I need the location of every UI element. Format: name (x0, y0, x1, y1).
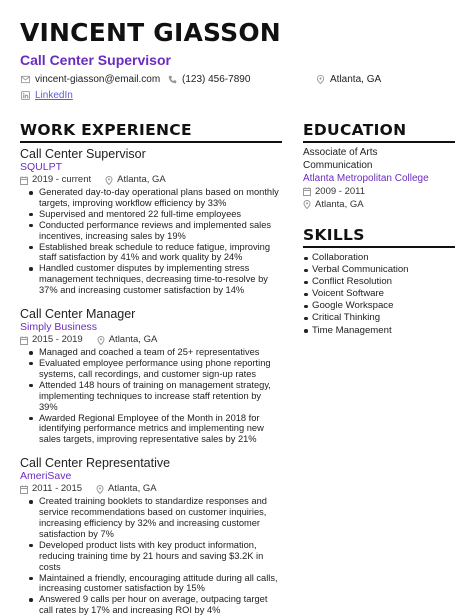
bullet-item: Evaluated employee performance using phone reporting systems, call recordings, and customer sign-up rates (20, 358, 282, 380)
section-heading-skills: SKILLS (303, 226, 365, 244)
job-location (97, 334, 158, 346)
linkedin-icon (21, 91, 30, 100)
bullet-item: Supervised and mentored 22 full-time employees (20, 209, 282, 220)
contact-linkedin[interactable] (21, 89, 73, 102)
education-section (303, 121, 455, 211)
skill-item: Verbal Communication (303, 264, 455, 276)
school-name: Atlanta Metropolitan College (303, 173, 429, 184)
phone-text: (123) 456-7890 (182, 74, 251, 85)
section-heading-work: WORK EXPERIENCE (20, 121, 192, 139)
bullet-item: Answered 9 calls per hour on average, outpacing target call rates by 17% and increasing ROI by 4% (20, 594, 282, 616)
job-bullets (20, 496, 282, 616)
company-name: AmeriSave (20, 470, 72, 483)
contact-location (316, 73, 381, 86)
job-dates: 2019 - current (32, 174, 92, 185)
candidate-name: VINCENT GIASSON (20, 18, 281, 47)
skill-item: Collaboration (303, 252, 455, 264)
candidate-role: Call Center Supervisor (20, 52, 171, 68)
job-entry (20, 456, 282, 616)
job-entry (20, 307, 282, 445)
job-meta (20, 334, 282, 346)
job-meta (20, 483, 282, 495)
job-location (96, 483, 157, 495)
section-heading-education: EDUCATION (303, 121, 407, 139)
bullet-item: Conducted performance reviews and implemented sales incentives, increasing sales by 19% (20, 220, 282, 242)
email-text: vincent-giasson@email.com (35, 74, 161, 85)
contact-phone[interactable] (168, 73, 250, 86)
bullet-item: Generated day-to-day operational plans based on monthly targets, improving workflow efficiency by 33% (20, 187, 282, 209)
degree-name: Associate of Arts Communication (303, 147, 378, 171)
skill-item: Critical Thinking (303, 312, 455, 324)
bullet-item: Managed and coached a team of 25+ representatives (20, 347, 282, 358)
company-name: SQULPT (20, 161, 63, 173)
bullet-item: Established break schedule to reduce fatigue, improving staff satisfaction by 41% and work quality by 24% (20, 242, 282, 264)
calendar-icon (303, 187, 311, 196)
job-bullets (20, 187, 282, 296)
phone-icon (168, 75, 177, 84)
education-dates: 2009 - 2011 (315, 186, 366, 197)
job-title: Call Center Manager (20, 307, 136, 322)
bullet-item: Handled customer disputes by implementing stress management techniques, decreasing time-to-resolve by 37% and increasing customer satisfaction by 14% (20, 263, 282, 296)
job-location-text: Atlanta, GA (117, 174, 166, 185)
location-pin-icon (316, 75, 325, 84)
skills-section (303, 226, 455, 337)
contact-email[interactable] (21, 73, 160, 86)
sidebar-column (303, 121, 455, 337)
job-dates: 2015 - 2019 (32, 334, 83, 346)
skill-item: Google Workspace (303, 300, 455, 312)
envelope-icon (21, 75, 30, 84)
section-divider (20, 141, 282, 143)
job-location (105, 174, 166, 186)
job-location-text: Atlanta, GA (108, 334, 158, 346)
skill-item: Time Management (303, 325, 455, 337)
education-location: Atlanta, GA (315, 199, 364, 210)
skill-item: Conflict Resolution (303, 276, 455, 288)
linkedin-link[interactable]: LinkedIn (35, 90, 73, 101)
section-divider (303, 141, 455, 143)
section-divider (303, 246, 455, 248)
job-bullets (20, 347, 282, 445)
skill-item: Voicent Software (303, 288, 455, 300)
calendar-icon (20, 176, 28, 185)
job-title: Call Center Supervisor (20, 147, 146, 161)
job-meta (20, 174, 282, 186)
company-name: Simply Business (20, 321, 98, 334)
location-pin-icon (96, 485, 104, 494)
education-location-row (303, 198, 455, 211)
job-entry (20, 147, 282, 296)
bullet-item: Developed product lists with key product information, reducing training time by 21 hours and saving $3.2K in costs (20, 540, 282, 573)
job-dates: 2011 - 2015 (32, 483, 83, 495)
bullet-item: Awarded Regional Employee of the Month in 2018 for identifying performance metrics and implementing new sales targets, improving representative sales by 21% (20, 413, 282, 446)
location-pin-icon (97, 336, 105, 345)
education-dates-row (303, 185, 455, 198)
location-text: Atlanta, GA (330, 74, 382, 85)
calendar-icon (20, 485, 28, 494)
bullet-item: Maintained a friendly, encouraging attitude during all calls, increasing customer satisfaction by 15% (20, 573, 282, 595)
job-title: Call Center Representative (20, 456, 171, 471)
location-pin-icon (303, 200, 311, 209)
bullet-item: Created training booklets to standardize responses and service recommendations based on customer inquiries, increasing efficiency by 32% and increasing customer satisfaction by 7% (20, 496, 282, 540)
skills-list (303, 252, 455, 337)
work-experience-section (20, 121, 282, 616)
job-location-text: Atlanta, GA (108, 483, 157, 495)
location-pin-icon (105, 176, 113, 185)
calendar-icon (20, 336, 28, 345)
bullet-item: Attended 148 hours of training on management strategy, implementing techniques to increase staff retention by 39% (20, 380, 282, 413)
